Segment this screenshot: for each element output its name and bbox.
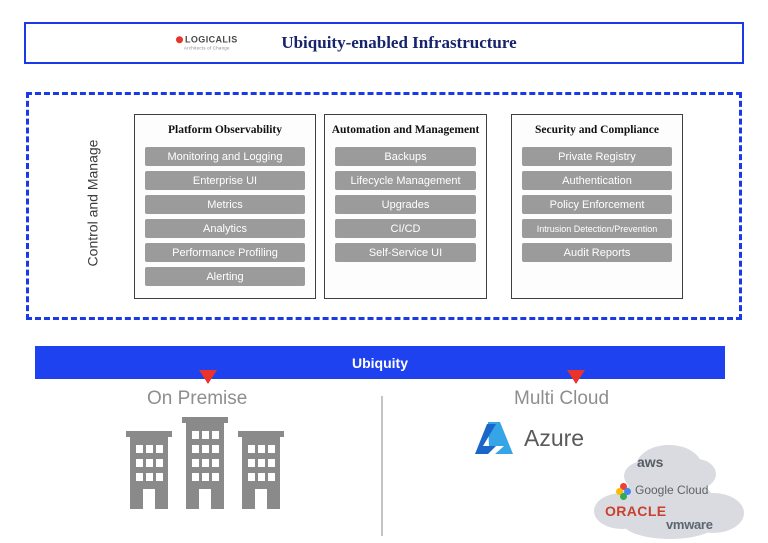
capability-pill[interactable]: Private Registry [522,147,672,166]
capability-pill[interactable]: Performance Profiling [145,243,305,262]
capability-pill[interactable]: Metrics [145,195,305,214]
oracle-label: ORACLE [605,503,667,519]
multi-cloud-label: Multi Cloud [514,388,610,409]
arrow-down-icon-multi-cloud [567,370,585,384]
page-title: Ubiquity-enabled Infrastructure [281,33,517,52]
logo-wordmark: LOGICALIS [176,35,238,44]
capability-list [522,147,672,267]
azure-brand [474,420,584,456]
azure-label: Azure [524,424,585,451]
control-and-manage-label [78,108,106,298]
capability-pill[interactable]: Authentication [522,171,672,190]
capability-pill[interactable]: Upgrades [335,195,476,214]
control-and-manage-text: Control and Manage [84,139,100,267]
group-automation-and-management [324,114,487,299]
multi-cloud-providers-cluster [592,443,752,541]
group-security-and-compliance [511,114,683,299]
group-title: Security and Compliance [535,124,659,136]
group-platform-observability [134,114,316,299]
google-cloud-icon [616,483,631,498]
google-cloud-label: Google Cloud [635,483,709,497]
vmware-label: vmware [666,517,713,532]
capability-pill[interactable]: Alerting [145,267,305,286]
capability-pill[interactable]: Backups [335,147,476,166]
capability-pill[interactable]: Analytics [145,219,305,238]
aws-label: aws [637,454,664,470]
capability-pill[interactable]: Intrusion Detection/Prevention [522,219,672,238]
capability-pill[interactable]: Audit Reports [522,243,672,262]
capability-pill[interactable]: Monitoring and Logging [145,147,305,166]
capability-pill[interactable]: Policy Enforcement [522,195,672,214]
ubiquity-platform-bar [35,346,725,379]
arrow-down-icon-on-premise [199,370,217,384]
group-title: Platform Observability [167,124,283,136]
on-premise-label: On Premise [147,388,248,409]
capability-list [335,147,476,267]
group-title: Automation and Management [331,124,480,136]
capability-pill[interactable]: Self-Service UI [335,243,476,262]
logo-tagline: Architects of Change [183,45,230,51]
capability-pill[interactable]: Enterprise UI [145,171,305,190]
vertical-divider [381,396,383,536]
on-premise-buildings-icon [124,419,296,509]
ubiquity-label: Ubiquity [352,354,408,371]
capability-pill[interactable]: CI/CD [335,219,476,238]
title-banner [24,22,744,64]
capability-pill[interactable]: Lifecycle Management [335,171,476,190]
azure-icon [474,420,514,456]
capability-list [145,147,305,291]
